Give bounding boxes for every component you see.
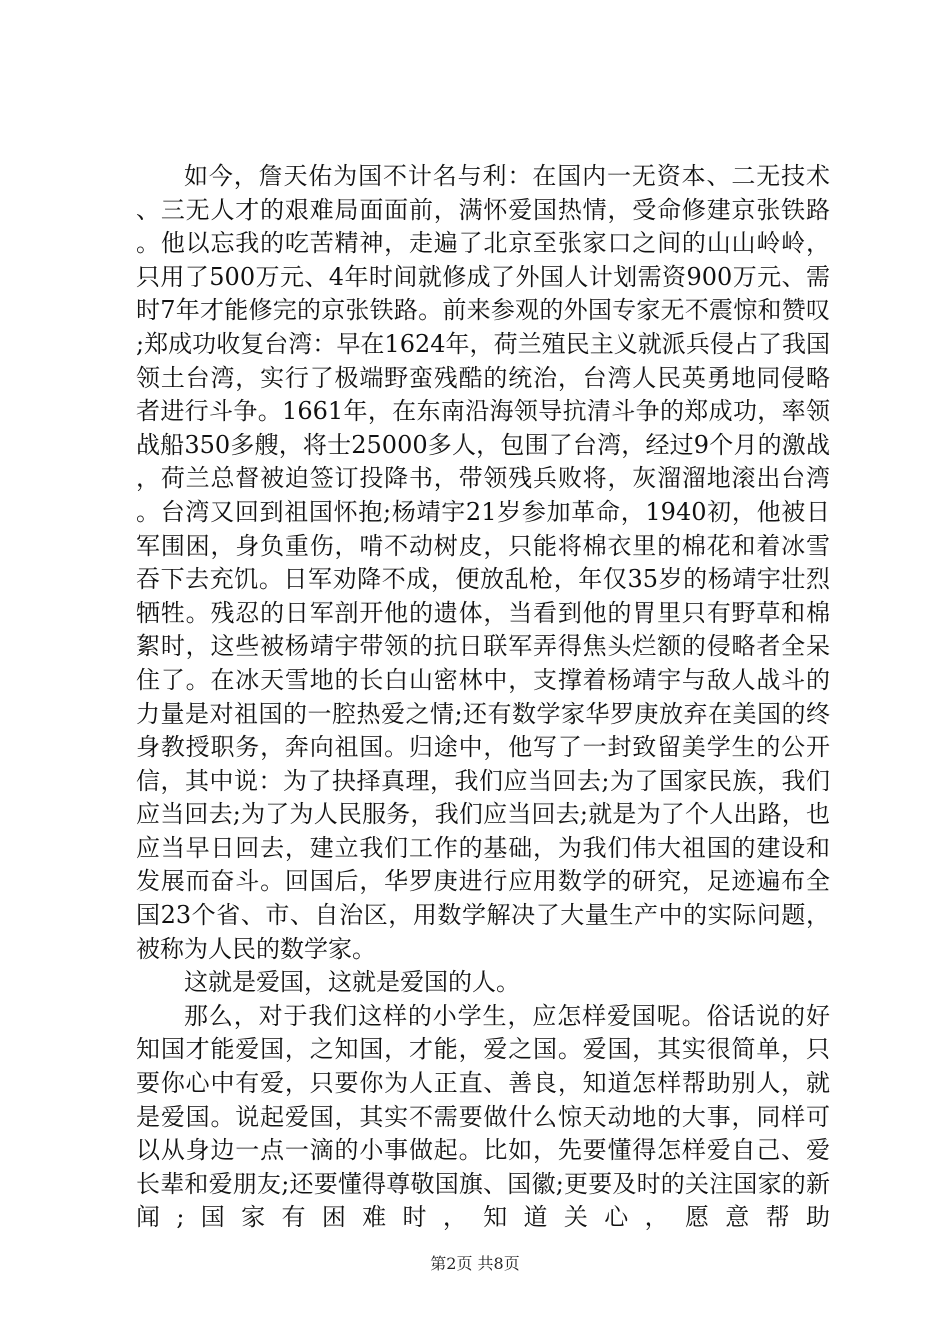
paragraph-2: 这就是爱国，这就是爱国的人。 — [184, 968, 520, 997]
paragraph-3: 那么，对于我们这样的小学生，应怎样爱国呢。俗话说的好知国才能爱国，之知国，才能，爱之国。爱国，其实很简单，只要你心中有爱，只要你为人正直、善良，知道怎样帮助别人，就是爱国。说起爱国，其实不需要做什么惊天动地的大事，同样可以从身边一点一滴的小事做起。比如，先要懂得怎样爱自己、爱长辈和爱朋友;还要懂得尊敬国旗、国徽;更要及时的关注国家的新闻;国家有困难时，知道关心，愿意帮助 — [136, 1001, 830, 1232]
document-body — [136, 160, 830, 1235]
paragraph-1: 如今，詹天佑为国不计名与利：在国内一无资本、二无技术、三无人才的艰难局面面前，满怀爱国热情，受命修建京张铁路。他以忘我的吃苦精神，走遍了北京至张家口之间的山山岭岭，只用了500万元、4年时间就修成了外国人计划需资900万元、需时7年才能修完的京张铁路。前来参观的外国专家无不震惊和赞叹;郑成功收复台湾：早在1624年，荷兰殖民主义就派兵侵占了我国领土台湾，实行了极端野蛮残酷的统治，台湾人民英勇地同侵略者进行斗争。1661年，在东南沿海领导抗清斗争的郑成功，率领战船350多艘，将士25000多人，包围了台湾，经过9个月的激战，荷兰总督被迫签订投降书，带领残兵败将，灰溜溜地滚出台湾。台湾又回到祖国怀抱;杨靖宇21岁参加革命，1940初，他被日军围困，身负重伤，啃不动树皮，只能将棉衣里的棉花和着冰雪吞下去充饥。日军劝降不成，便放乱枪，年仅35岁的杨靖宇壮烈牺牲。残忍的日军剖开他的遗体，当看到他的胃里只有野草和棉絮时，这些被杨靖宇带领的抗日联军弄得焦头烂额的侵略者全呆住了。在冰天雪地的长白山密林中，支撑着杨靖宇与敌人战斗的力量是对祖国的一腔热爱之情;还有数学家华罗庚放弃在美国的终身教授职务，奔向祖国。归途中，他写了一封致留美学生的公开信，其中说：为了抉择真理，我们应当回去;为了国家民族，我们应当回去;为了为人民服务，我们应当回去;就是为了个人出路，也应当早日回去，建立我们工作的基础，为我们伟大祖国的建设和发展而奋斗。回国后，华罗庚进行应用数学的研究，足迹遍布全国23个省、市、自治区，用数学解决了大量生产中的实际问题，被称为人民的数学家。 — [136, 162, 830, 963]
page-footer: 第2页 共8页 — [430, 1254, 520, 1273]
